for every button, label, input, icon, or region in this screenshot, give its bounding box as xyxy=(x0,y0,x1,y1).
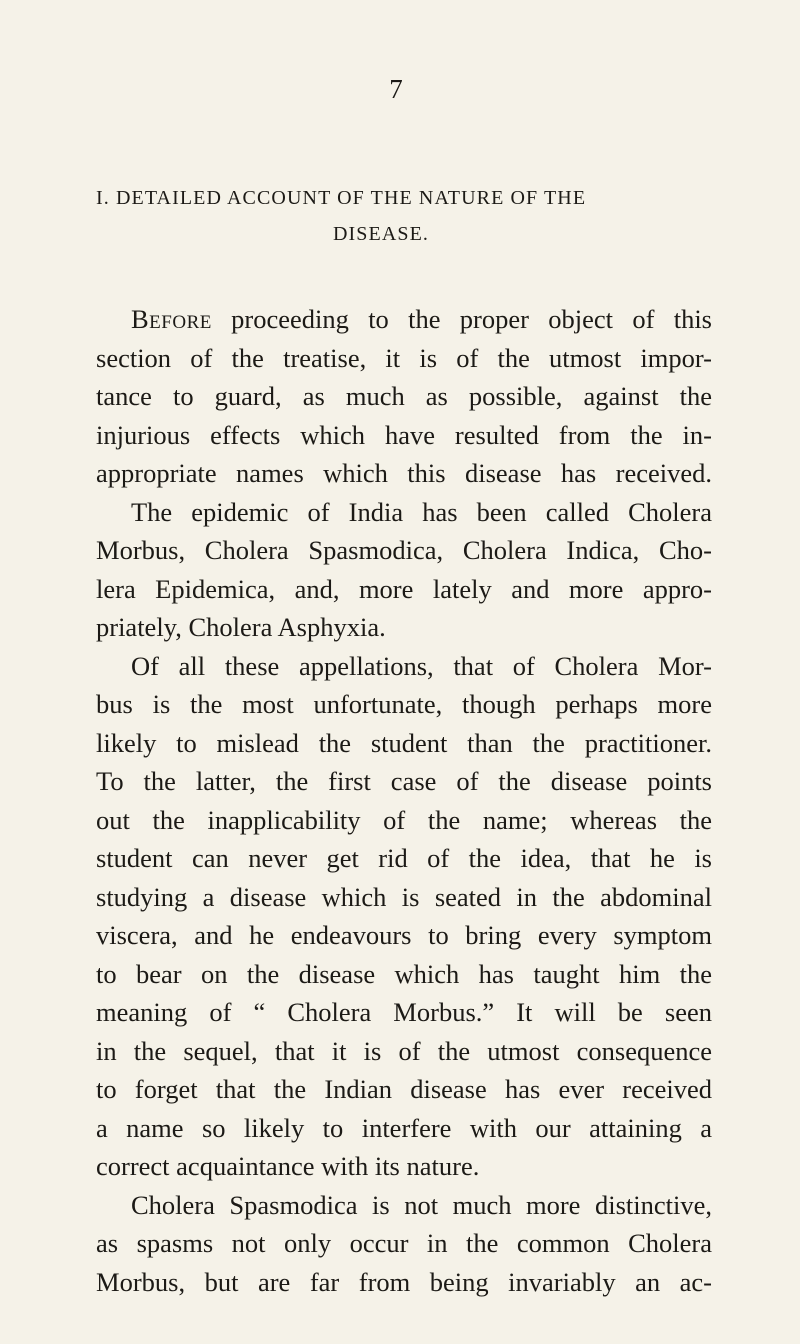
text-line: injurious effects which have resulted from the in- xyxy=(96,419,712,450)
text-line: bus is the most unfortunate, though perhaps more xyxy=(96,689,712,719)
text-line: to bear on the disease which has taught him the xyxy=(96,958,712,989)
text-line: tance to guard, as much as possible, against the xyxy=(96,381,712,411)
text-line: Of all these appellations, that of Cholera Mor- xyxy=(131,650,712,681)
text-line xyxy=(96,300,712,339)
text-line: section of the treatise, it is of the utmost impor- xyxy=(96,342,712,373)
text-line: as spasms not only occur in the common Cholera xyxy=(96,1228,712,1258)
heading-line: DISEASE. xyxy=(332,223,430,245)
text-line: Morbus, Cholera Spasmodica, Cholera Indica, Cho- xyxy=(96,535,712,565)
page-number: 7 xyxy=(389,74,403,104)
section-heading xyxy=(96,180,716,252)
text-line: viscera, and he endeavours to bring every symptom xyxy=(96,920,712,950)
text-line: to forget that the Indian disease has ever received xyxy=(96,1074,712,1104)
text-line: appropriate names which this disease has received. xyxy=(96,458,712,488)
text-line: To the latter, the first case of the disease points xyxy=(96,766,712,796)
text-line: meaning of “ Cholera Morbus.” It will be seen xyxy=(96,997,712,1027)
heading-line: I. DETAILED ACCOUNT OF THE NATURE OF THE xyxy=(96,187,587,209)
text-line: priately, Cholera Asphyxia. xyxy=(96,612,386,642)
text-fragment: proceeding to the proper object of this xyxy=(211,304,712,334)
lead-word: Before xyxy=(131,304,212,334)
text-line: lera Epidemica, and, more lately and more appro- xyxy=(96,573,712,604)
text-line: Morbus, but are far from being invariably an ac- xyxy=(96,1266,712,1297)
text-line: likely to mislead the student than the practitioner. xyxy=(96,727,712,758)
text-line: student can never get rid of the idea, that he is xyxy=(96,843,712,873)
text-line: studying a disease which is seated in the abdominal xyxy=(96,881,712,912)
text-line: correct acquaintance with its nature. xyxy=(96,1151,480,1181)
text-line: The epidemic of India has been called Cholera xyxy=(131,496,712,527)
text-line: a name so likely to interfere with our attaining a xyxy=(96,1112,712,1143)
text-line: in the sequel, that it is of the utmost consequence xyxy=(96,1035,712,1066)
body-text xyxy=(96,300,712,1301)
text-line: Cholera Spasmodica is not much more distinctive, xyxy=(131,1189,712,1220)
text-line: out the inapplicability of the name; whereas the xyxy=(96,804,712,835)
